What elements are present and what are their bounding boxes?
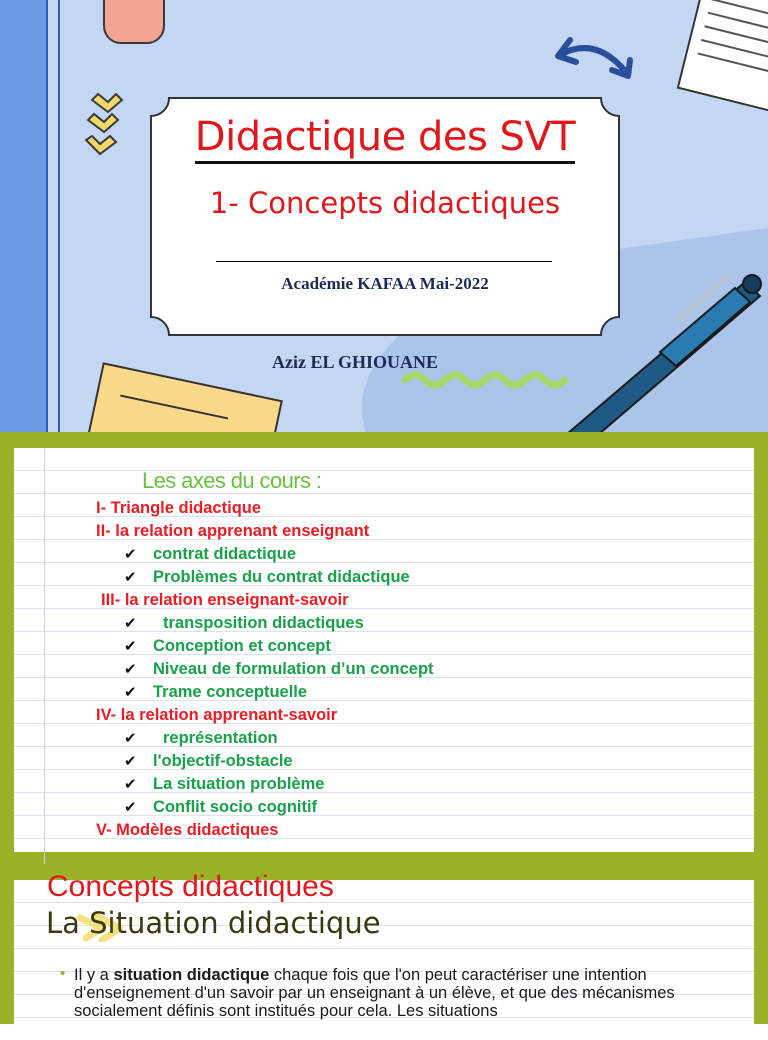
author-name: Aziz EL GHIOUANE bbox=[271, 352, 438, 372]
list-item: I- Triangle didactique bbox=[96, 499, 262, 517]
list-item: ✔ Problèmes du contrat didactique bbox=[124, 568, 410, 586]
list-item: ✔ La situation problème bbox=[124, 775, 325, 793]
body-paragraph: Il y a situation didactique chaque fois que l'on peut caractériser une intention d'enseignement d'un savoir par un enseignant à un élève, et que des mécanismes socialement définis sont institués pour cela. Les situations bbox=[74, 966, 675, 1020]
lined-page bbox=[14, 448, 754, 852]
check-icon: ✔ bbox=[124, 776, 137, 793]
slide-subtitle: La Situation didactique bbox=[46, 906, 381, 940]
content-slide bbox=[0, 864, 768, 1024]
slide-title: Didactique des SVT bbox=[149, 114, 621, 160]
squiggle-icon bbox=[405, 375, 565, 385]
list-item: ✔ Niveau de formulation d’un concept bbox=[124, 660, 434, 678]
check-icon: ✔ bbox=[124, 638, 137, 655]
list-item: ✔ Trame conceptuelle bbox=[124, 683, 308, 701]
check-icon: ✔ bbox=[124, 753, 137, 770]
list-item: ✔ représentation bbox=[124, 729, 278, 747]
list-item: ✔ l'objectif-obstacle bbox=[124, 752, 293, 770]
list-item: II- la relation apprenant enseignant bbox=[96, 522, 370, 540]
slide-subtitle: 1- Concepts didactiques bbox=[209, 186, 561, 220]
list-item: ✔ Conflit socio cognitif bbox=[124, 798, 318, 816]
curved-arrow-icon bbox=[558, 40, 630, 76]
check-icon: ✔ bbox=[124, 661, 137, 678]
outline-slide bbox=[0, 432, 768, 864]
list-item: ✔ contrat didactique bbox=[124, 545, 297, 563]
list-item: IV- la relation apprenant-savoir bbox=[96, 706, 338, 724]
chevrons-icon bbox=[86, 94, 122, 154]
academy-label: Académie KAFAA Mai-2022 bbox=[281, 274, 489, 293]
outline-heading: Les axes du cours : bbox=[142, 468, 322, 493]
list-item: ✔ transposition didactiques bbox=[124, 614, 364, 632]
check-icon: ✔ bbox=[124, 799, 137, 816]
title-slide bbox=[0, 0, 768, 432]
check-icon: ✔ bbox=[124, 684, 137, 701]
list-item: V- Modèles didactiques bbox=[96, 821, 279, 839]
list-item: III- la relation enseignant-savoir bbox=[101, 591, 349, 609]
bullet-icon: • bbox=[60, 965, 66, 982]
margin-line bbox=[44, 448, 45, 880]
list-item: ✔ Conception et concept bbox=[124, 637, 331, 655]
check-icon: ✔ bbox=[124, 615, 137, 632]
check-icon: ✔ bbox=[124, 569, 137, 586]
check-icon: ✔ bbox=[124, 546, 137, 563]
slide-title: Concepts didactiques bbox=[47, 870, 334, 903]
check-icon: ✔ bbox=[124, 730, 137, 747]
title-card bbox=[149, 96, 621, 337]
divider bbox=[216, 261, 552, 262]
